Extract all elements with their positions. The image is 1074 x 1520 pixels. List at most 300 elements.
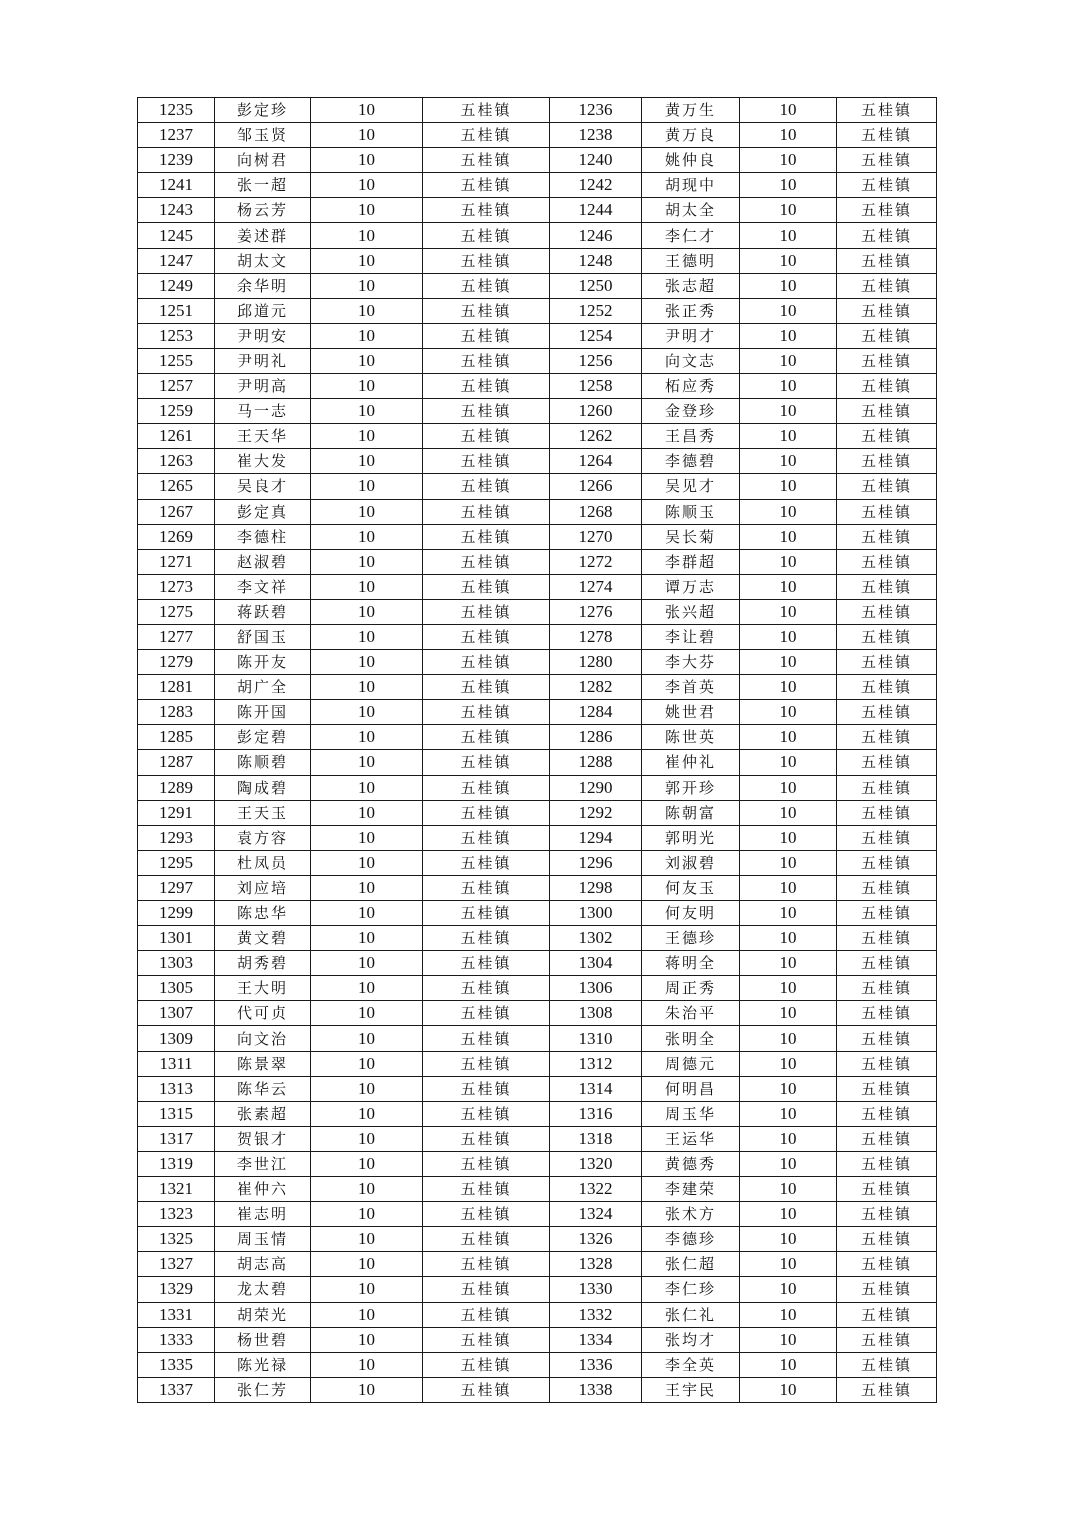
- name-cell: 郭明光: [642, 825, 740, 850]
- amount-cell: 10: [740, 1352, 837, 1377]
- name-cell: 王运华: [642, 1126, 740, 1151]
- name-cell: 周正秀: [642, 976, 740, 1001]
- town-cell: 五桂镇: [423, 775, 550, 800]
- name-cell: 陈华云: [215, 1076, 311, 1101]
- amount-cell: 10: [311, 399, 423, 424]
- town-cell: 五桂镇: [837, 248, 937, 273]
- name-cell: 张一超: [215, 173, 311, 198]
- name-cell: 李群超: [642, 549, 740, 574]
- amount-cell: 10: [311, 1177, 423, 1202]
- amount-cell: 10: [311, 1076, 423, 1101]
- name-cell: 王天华: [215, 424, 311, 449]
- number-cell: 1292: [550, 800, 642, 825]
- town-cell: 五桂镇: [423, 449, 550, 474]
- amount-cell: 10: [740, 1252, 837, 1277]
- town-cell: 五桂镇: [837, 549, 937, 574]
- town-cell: 五桂镇: [423, 901, 550, 926]
- amount-cell: 10: [740, 1202, 837, 1227]
- amount-cell: 10: [311, 173, 423, 198]
- town-cell: 五桂镇: [837, 298, 937, 323]
- town-cell: 五桂镇: [423, 248, 550, 273]
- name-cell: 李让碧: [642, 624, 740, 649]
- town-cell: 五桂镇: [423, 599, 550, 624]
- amount-cell: 10: [311, 1227, 423, 1252]
- name-cell: 王大明: [215, 976, 311, 1001]
- amount-cell: 10: [311, 323, 423, 348]
- town-cell: 五桂镇: [423, 173, 550, 198]
- amount-cell: 10: [740, 901, 837, 926]
- amount-cell: 10: [311, 1001, 423, 1026]
- amount-cell: 10: [311, 499, 423, 524]
- table-row: [138, 1327, 937, 1352]
- name-cell: 蒋明全: [642, 951, 740, 976]
- amount-cell: 10: [740, 123, 837, 148]
- name-cell: 李全英: [642, 1352, 740, 1377]
- number-cell: 1299: [138, 901, 215, 926]
- name-cell: 陶成碧: [215, 775, 311, 800]
- town-cell: 五桂镇: [837, 499, 937, 524]
- town-cell: 五桂镇: [837, 951, 937, 976]
- town-cell: 五桂镇: [423, 624, 550, 649]
- number-cell: 1338: [550, 1377, 642, 1402]
- amount-cell: 10: [740, 875, 837, 900]
- number-cell: 1278: [550, 624, 642, 649]
- table-row: [138, 1076, 937, 1101]
- amount-cell: 10: [740, 1327, 837, 1352]
- number-cell: 1294: [550, 825, 642, 850]
- amount-cell: 10: [311, 951, 423, 976]
- town-cell: 五桂镇: [837, 875, 937, 900]
- table-row: [138, 399, 937, 424]
- town-cell: 五桂镇: [837, 1252, 937, 1277]
- table-row: [138, 499, 937, 524]
- number-cell: 1323: [138, 1202, 215, 1227]
- amount-cell: 10: [311, 1252, 423, 1277]
- amount-cell: 10: [740, 298, 837, 323]
- amount-cell: 10: [740, 173, 837, 198]
- amount-cell: 10: [311, 850, 423, 875]
- table-row: [138, 1227, 937, 1252]
- amount-cell: 10: [740, 675, 837, 700]
- number-cell: 1251: [138, 298, 215, 323]
- amount-cell: 10: [740, 148, 837, 173]
- town-cell: 五桂镇: [837, 901, 937, 926]
- number-cell: 1300: [550, 901, 642, 926]
- town-cell: 五桂镇: [423, 1302, 550, 1327]
- number-cell: 1301: [138, 926, 215, 951]
- number-cell: 1246: [550, 223, 642, 248]
- town-cell: 五桂镇: [423, 1352, 550, 1377]
- name-cell: 张术方: [642, 1202, 740, 1227]
- town-cell: 五桂镇: [837, 148, 937, 173]
- name-cell: 张仁超: [642, 1252, 740, 1277]
- roster-body: [138, 98, 937, 1403]
- name-cell: 贺银才: [215, 1126, 311, 1151]
- amount-cell: 10: [311, 825, 423, 850]
- number-cell: 1270: [550, 524, 642, 549]
- name-cell: 代可贞: [215, 1001, 311, 1026]
- number-cell: 1250: [550, 273, 642, 298]
- name-cell: 李德柱: [215, 524, 311, 549]
- table-row: [138, 1177, 937, 1202]
- number-cell: 1337: [138, 1377, 215, 1402]
- number-cell: 1280: [550, 650, 642, 675]
- amount-cell: 10: [740, 549, 837, 574]
- name-cell: 崔仲礼: [642, 750, 740, 775]
- name-cell: 余华明: [215, 273, 311, 298]
- number-cell: 1296: [550, 850, 642, 875]
- town-cell: 五桂镇: [423, 98, 550, 123]
- town-cell: 五桂镇: [423, 850, 550, 875]
- name-cell: 胡现中: [642, 173, 740, 198]
- name-cell: 黄万良: [642, 123, 740, 148]
- name-cell: 黄万生: [642, 98, 740, 123]
- number-cell: 1237: [138, 123, 215, 148]
- table-row: [138, 248, 937, 273]
- town-cell: 五桂镇: [423, 1126, 550, 1151]
- amount-cell: 10: [740, 599, 837, 624]
- table-row: [138, 725, 937, 750]
- table-row: [138, 1101, 937, 1126]
- number-cell: 1332: [550, 1302, 642, 1327]
- town-cell: 五桂镇: [837, 1001, 937, 1026]
- town-cell: 五桂镇: [423, 273, 550, 298]
- town-cell: 五桂镇: [423, 298, 550, 323]
- amount-cell: 10: [311, 449, 423, 474]
- table-row: [138, 424, 937, 449]
- town-cell: 五桂镇: [423, 148, 550, 173]
- number-cell: 1243: [138, 198, 215, 223]
- name-cell: 张仁芳: [215, 1377, 311, 1402]
- table-row: [138, 976, 937, 1001]
- amount-cell: 10: [740, 775, 837, 800]
- amount-cell: 10: [311, 1277, 423, 1302]
- name-cell: 何友玉: [642, 875, 740, 900]
- amount-cell: 10: [311, 1151, 423, 1176]
- amount-cell: 10: [311, 123, 423, 148]
- number-cell: 1324: [550, 1202, 642, 1227]
- town-cell: 五桂镇: [423, 675, 550, 700]
- name-cell: 郭开珍: [642, 775, 740, 800]
- name-cell: 彭定真: [215, 499, 311, 524]
- name-cell: 陈朝富: [642, 800, 740, 825]
- name-cell: 陈景翠: [215, 1051, 311, 1076]
- amount-cell: 10: [311, 875, 423, 900]
- name-cell: 尹明高: [215, 374, 311, 399]
- table-row: [138, 123, 937, 148]
- name-cell: 邱道元: [215, 298, 311, 323]
- name-cell: 张正秀: [642, 298, 740, 323]
- name-cell: 张素超: [215, 1101, 311, 1126]
- town-cell: 五桂镇: [423, 123, 550, 148]
- amount-cell: 10: [311, 1352, 423, 1377]
- name-cell: 龙太碧: [215, 1277, 311, 1302]
- amount-cell: 10: [740, 374, 837, 399]
- town-cell: 五桂镇: [423, 1177, 550, 1202]
- name-cell: 李德碧: [642, 449, 740, 474]
- amount-cell: 10: [311, 223, 423, 248]
- roster-table: [137, 97, 937, 1403]
- name-cell: 胡志高: [215, 1252, 311, 1277]
- number-cell: 1333: [138, 1327, 215, 1352]
- number-cell: 1336: [550, 1352, 642, 1377]
- town-cell: 五桂镇: [837, 1101, 937, 1126]
- name-cell: 张均才: [642, 1327, 740, 1352]
- number-cell: 1252: [550, 298, 642, 323]
- table-row: [138, 1026, 937, 1051]
- name-cell: 李建荣: [642, 1177, 740, 1202]
- amount-cell: 10: [311, 1202, 423, 1227]
- town-cell: 五桂镇: [837, 1151, 937, 1176]
- amount-cell: 10: [311, 148, 423, 173]
- number-cell: 1279: [138, 650, 215, 675]
- name-cell: 胡秀碧: [215, 951, 311, 976]
- table-row: [138, 1202, 937, 1227]
- amount-cell: 10: [311, 1327, 423, 1352]
- number-cell: 1238: [550, 123, 642, 148]
- name-cell: 赵淑碧: [215, 549, 311, 574]
- name-cell: 杨云芳: [215, 198, 311, 223]
- table-row: [138, 599, 937, 624]
- amount-cell: 10: [311, 424, 423, 449]
- town-cell: 五桂镇: [837, 850, 937, 875]
- name-cell: 周玉情: [215, 1227, 311, 1252]
- amount-cell: 10: [311, 98, 423, 123]
- number-cell: 1253: [138, 323, 215, 348]
- table-row: [138, 800, 937, 825]
- name-cell: 吴长菊: [642, 524, 740, 549]
- town-cell: 五桂镇: [837, 123, 937, 148]
- town-cell: 五桂镇: [423, 1227, 550, 1252]
- amount-cell: 10: [740, 98, 837, 123]
- number-cell: 1322: [550, 1177, 642, 1202]
- number-cell: 1245: [138, 223, 215, 248]
- number-cell: 1304: [550, 951, 642, 976]
- town-cell: 五桂镇: [837, 1126, 937, 1151]
- amount-cell: 10: [311, 1026, 423, 1051]
- town-cell: 五桂镇: [423, 574, 550, 599]
- amount-cell: 10: [740, 223, 837, 248]
- table-row: [138, 675, 937, 700]
- amount-cell: 10: [740, 650, 837, 675]
- number-cell: 1258: [550, 374, 642, 399]
- name-cell: 刘淑碧: [642, 850, 740, 875]
- name-cell: 邹玉贤: [215, 123, 311, 148]
- name-cell: 吴见才: [642, 474, 740, 499]
- number-cell: 1310: [550, 1026, 642, 1051]
- town-cell: 五桂镇: [837, 98, 937, 123]
- amount-cell: 10: [740, 750, 837, 775]
- town-cell: 五桂镇: [837, 1227, 937, 1252]
- name-cell: 李文祥: [215, 574, 311, 599]
- town-cell: 五桂镇: [837, 775, 937, 800]
- number-cell: 1274: [550, 574, 642, 599]
- amount-cell: 10: [311, 1051, 423, 1076]
- name-cell: 彭定碧: [215, 725, 311, 750]
- number-cell: 1329: [138, 1277, 215, 1302]
- town-cell: 五桂镇: [837, 223, 937, 248]
- number-cell: 1260: [550, 399, 642, 424]
- name-cell: 黄德秀: [642, 1151, 740, 1176]
- amount-cell: 10: [311, 524, 423, 549]
- number-cell: 1235: [138, 98, 215, 123]
- number-cell: 1263: [138, 449, 215, 474]
- amount-cell: 10: [740, 825, 837, 850]
- number-cell: 1264: [550, 449, 642, 474]
- amount-cell: 10: [311, 624, 423, 649]
- table-row: [138, 223, 937, 248]
- name-cell: 李大芬: [642, 650, 740, 675]
- town-cell: 五桂镇: [423, 348, 550, 373]
- amount-cell: 10: [740, 499, 837, 524]
- number-cell: 1289: [138, 775, 215, 800]
- number-cell: 1241: [138, 173, 215, 198]
- table-row: [138, 98, 937, 123]
- name-cell: 向树君: [215, 148, 311, 173]
- amount-cell: 10: [740, 248, 837, 273]
- table-row: [138, 1352, 937, 1377]
- town-cell: 五桂镇: [837, 1277, 937, 1302]
- table-row: [138, 474, 937, 499]
- number-cell: 1282: [550, 675, 642, 700]
- town-cell: 五桂镇: [423, 1327, 550, 1352]
- number-cell: 1311: [138, 1051, 215, 1076]
- name-cell: 柘应秀: [642, 374, 740, 399]
- town-cell: 五桂镇: [423, 1051, 550, 1076]
- amount-cell: 10: [311, 1126, 423, 1151]
- town-cell: 五桂镇: [837, 800, 937, 825]
- number-cell: 1284: [550, 700, 642, 725]
- table-row: [138, 624, 937, 649]
- table-row: [138, 1302, 937, 1327]
- amount-cell: 10: [740, 1126, 837, 1151]
- amount-cell: 10: [740, 1227, 837, 1252]
- town-cell: 五桂镇: [423, 323, 550, 348]
- amount-cell: 10: [740, 449, 837, 474]
- number-cell: 1313: [138, 1076, 215, 1101]
- amount-cell: 10: [740, 399, 837, 424]
- town-cell: 五桂镇: [423, 198, 550, 223]
- number-cell: 1331: [138, 1302, 215, 1327]
- town-cell: 五桂镇: [423, 223, 550, 248]
- number-cell: 1257: [138, 374, 215, 399]
- table-row: [138, 1377, 937, 1402]
- table-row: [138, 323, 937, 348]
- name-cell: 朱治平: [642, 1001, 740, 1026]
- town-cell: 五桂镇: [423, 424, 550, 449]
- number-cell: 1248: [550, 248, 642, 273]
- amount-cell: 10: [740, 951, 837, 976]
- name-cell: 黄文碧: [215, 926, 311, 951]
- town-cell: 五桂镇: [837, 1377, 937, 1402]
- town-cell: 五桂镇: [423, 1252, 550, 1277]
- town-cell: 五桂镇: [837, 750, 937, 775]
- name-cell: 袁方容: [215, 825, 311, 850]
- amount-cell: 10: [740, 474, 837, 499]
- number-cell: 1297: [138, 875, 215, 900]
- town-cell: 五桂镇: [423, 725, 550, 750]
- town-cell: 五桂镇: [423, 474, 550, 499]
- town-cell: 五桂镇: [423, 1151, 550, 1176]
- town-cell: 五桂镇: [423, 1101, 550, 1126]
- number-cell: 1306: [550, 976, 642, 1001]
- number-cell: 1295: [138, 850, 215, 875]
- amount-cell: 10: [740, 1051, 837, 1076]
- amount-cell: 10: [311, 650, 423, 675]
- amount-cell: 10: [740, 624, 837, 649]
- name-cell: 彭定珍: [215, 98, 311, 123]
- town-cell: 五桂镇: [423, 800, 550, 825]
- table-row: [138, 374, 937, 399]
- town-cell: 五桂镇: [837, 725, 937, 750]
- name-cell: 陈光禄: [215, 1352, 311, 1377]
- name-cell: 胡广全: [215, 675, 311, 700]
- amount-cell: 10: [740, 574, 837, 599]
- number-cell: 1244: [550, 198, 642, 223]
- number-cell: 1308: [550, 1001, 642, 1026]
- town-cell: 五桂镇: [837, 1302, 937, 1327]
- number-cell: 1315: [138, 1101, 215, 1126]
- name-cell: 王昌秀: [642, 424, 740, 449]
- number-cell: 1319: [138, 1151, 215, 1176]
- amount-cell: 10: [740, 1151, 837, 1176]
- number-cell: 1335: [138, 1352, 215, 1377]
- name-cell: 张志超: [642, 273, 740, 298]
- amount-cell: 10: [311, 348, 423, 373]
- name-cell: 李首英: [642, 675, 740, 700]
- number-cell: 1314: [550, 1076, 642, 1101]
- table-row: [138, 198, 937, 223]
- amount-cell: 10: [740, 1177, 837, 1202]
- name-cell: 陈顺玉: [642, 499, 740, 524]
- town-cell: 五桂镇: [837, 1076, 937, 1101]
- number-cell: 1326: [550, 1227, 642, 1252]
- amount-cell: 10: [311, 700, 423, 725]
- number-cell: 1330: [550, 1277, 642, 1302]
- name-cell: 周玉华: [642, 1101, 740, 1126]
- amount-cell: 10: [311, 1302, 423, 1327]
- name-cell: 姚世君: [642, 700, 740, 725]
- number-cell: 1261: [138, 424, 215, 449]
- town-cell: 五桂镇: [423, 1202, 550, 1227]
- amount-cell: 10: [740, 1277, 837, 1302]
- name-cell: 崔志明: [215, 1202, 311, 1227]
- amount-cell: 10: [740, 926, 837, 951]
- number-cell: 1285: [138, 725, 215, 750]
- amount-cell: 10: [740, 1026, 837, 1051]
- table-row: [138, 825, 937, 850]
- name-cell: 陈忠华: [215, 901, 311, 926]
- table-row: [138, 700, 937, 725]
- amount-cell: 10: [311, 750, 423, 775]
- amount-cell: 10: [740, 1101, 837, 1126]
- town-cell: 五桂镇: [837, 825, 937, 850]
- name-cell: 金登珍: [642, 399, 740, 424]
- town-cell: 五桂镇: [837, 1352, 937, 1377]
- name-cell: 马一志: [215, 399, 311, 424]
- amount-cell: 10: [740, 1377, 837, 1402]
- town-cell: 五桂镇: [423, 549, 550, 574]
- number-cell: 1303: [138, 951, 215, 976]
- number-cell: 1269: [138, 524, 215, 549]
- number-cell: 1334: [550, 1327, 642, 1352]
- name-cell: 舒国玉: [215, 624, 311, 649]
- name-cell: 刘应培: [215, 875, 311, 900]
- name-cell: 张仁礼: [642, 1302, 740, 1327]
- amount-cell: 10: [311, 675, 423, 700]
- table-row: [138, 449, 937, 474]
- amount-cell: 10: [311, 901, 423, 926]
